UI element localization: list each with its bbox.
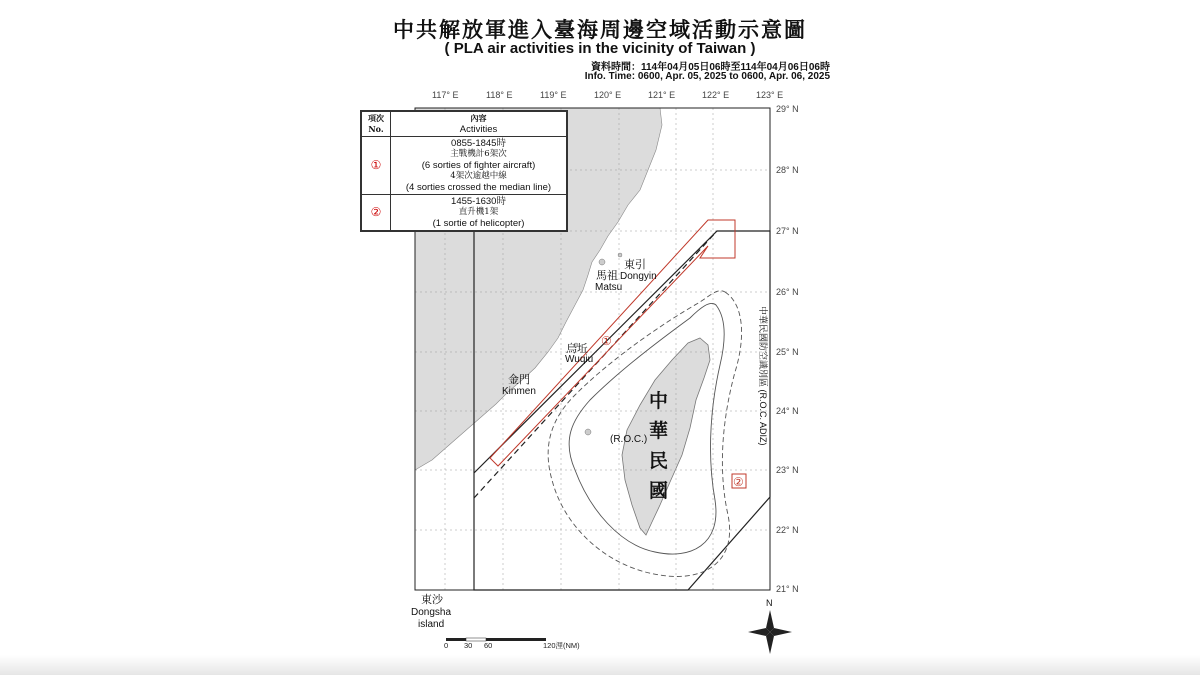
label-wuqiu-en: Wuqiu	[565, 354, 594, 365]
label-roc-en: (R.O.C.)	[610, 434, 648, 445]
legend-row-2-num: ②	[362, 195, 391, 231]
page-bottom-shadow	[0, 655, 1200, 675]
lat-28: 28° N	[776, 165, 799, 175]
marker-area-1: ①	[601, 334, 612, 348]
label-matsu-zh: 馬祖	[596, 269, 618, 282]
map-title-en: ( PLA air activities in the vicinity of Taiwan )	[444, 40, 756, 57]
label-dongyin-zh: 東引	[624, 258, 646, 271]
penghu-island	[585, 429, 591, 435]
lon-122: 122° E	[702, 90, 730, 100]
lat-24: 24° N	[776, 406, 799, 416]
lon-121: 121° E	[648, 90, 676, 100]
svg-text:N: N	[766, 598, 773, 608]
label-adiz: 中華民國防空識別區 (R.O.C. ADIZ)	[758, 306, 768, 446]
legend-row-1-num: ①	[362, 137, 391, 195]
svg-text:中: 中	[649, 390, 669, 412]
label-dongyin-en: Dongyin	[620, 271, 657, 282]
legend-header-no: 項次 No.	[362, 112, 391, 137]
label-matsu-en: Matsu	[595, 282, 623, 293]
legend-row-2: ② 1455-1630時 直升機1架 (1 sortie of helicopter)	[362, 195, 567, 231]
lat-27: 27° N	[776, 226, 799, 236]
dongyin-island	[618, 253, 622, 257]
lon-117: 117° E	[432, 90, 459, 100]
lat-23: 23° N	[776, 465, 799, 475]
svg-text:0: 0	[444, 641, 449, 650]
label-kinmen-en: Kinmen	[502, 386, 536, 397]
lat-26: 26° N	[776, 287, 799, 297]
map-title-zh: 中共解放軍進入臺海周邊空域活動示意圖	[393, 17, 807, 42]
svg-text:華: 華	[649, 420, 669, 442]
svg-text:60: 60	[484, 641, 493, 650]
activities-legend	[360, 110, 568, 232]
info-time-en: Info. Time: 0600, Apr. 05, 2025 to 0600, Apr. 06, 2025	[584, 71, 830, 82]
label-dongsha-zh: 東沙	[421, 593, 443, 606]
svg-text:30: 30	[464, 641, 473, 650]
latitude-labels	[776, 104, 799, 594]
label-dongsha-en2: island	[418, 619, 445, 630]
scale-bar	[444, 638, 580, 650]
legend-row-2-time: 1455-1630時	[451, 196, 506, 207]
lat-21: 21° N	[776, 584, 799, 594]
lon-123: 123° E	[756, 90, 784, 100]
info-time-zh: 資料時間：114年04月05日06時至114年04月06日06時	[590, 62, 830, 73]
lon-119: 119° E	[540, 90, 567, 100]
legend-row-1-time: 0855-1845時	[451, 138, 506, 149]
north-arrow-icon	[748, 598, 792, 654]
legend-row-1: ① 0855-1845時 主戰機計6架次 (6 sorties of fighter aircraft) 4架次逾越中線 (4 sorties crossed the median line)	[362, 137, 567, 195]
lat-25: 25° N	[776, 347, 799, 357]
lat-22: 22° N	[776, 525, 799, 535]
svg-text:120浬(NM): 120浬(NM)	[543, 641, 580, 650]
svg-text:國: 國	[649, 480, 669, 502]
label-wuqiu-zh: 烏坵	[566, 342, 588, 355]
lon-120: 120° E	[594, 90, 622, 100]
lat-29: 29° N	[776, 104, 799, 114]
svg-text:民: 民	[649, 450, 669, 472]
legend-header-activities: 內容 Activities	[391, 112, 567, 137]
longitude-labels	[432, 90, 783, 100]
marker-area-2: ②	[733, 475, 744, 489]
lon-118: 118° E	[486, 90, 513, 100]
label-dongsha-en: Dongsha	[411, 607, 452, 618]
matsu-island	[599, 259, 605, 265]
label-kinmen-zh: 金門	[508, 373, 530, 386]
